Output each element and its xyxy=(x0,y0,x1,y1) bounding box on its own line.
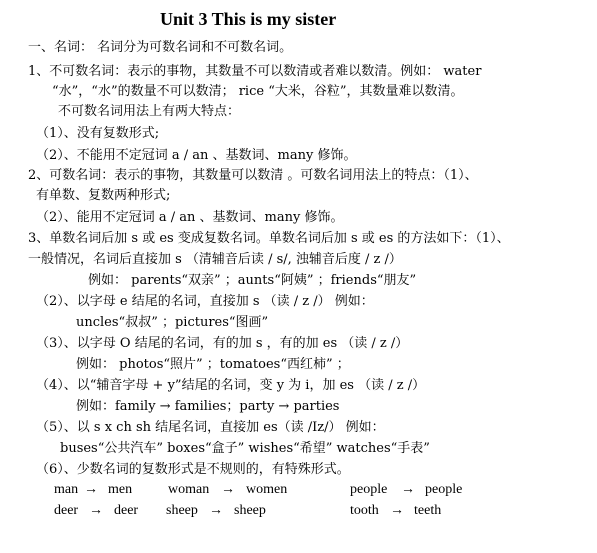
plural-rule-1: 一般情况，名词后直接加 s （清辅音后读 / s/, 浊辅音后度 / z /） xyxy=(28,252,402,267)
irregular-plural: deer xyxy=(114,503,139,518)
countable-feature-1: 有单数、复数两种形式; xyxy=(36,188,171,203)
arrow-icon: → xyxy=(84,482,98,497)
arrow-icon: → xyxy=(89,503,103,518)
plural-rule-4: （4）、以“辅音字母 + y”结尾的名词，变 y 为 i，加 es （读 / z /） xyxy=(36,378,426,393)
unit-title: Unit 3 This is my sister xyxy=(160,9,337,29)
plural-rule-5: （5）、以 s x ch sh 结尾名词，直接加 es（读 /Iz/） 例如： xyxy=(36,420,385,435)
plural-rule-5-example: buses“公共汽车” boxes“盒子” wishes“希望” watches“手表” xyxy=(60,441,430,456)
uncountable-feature-2: （2）、不能用不定冠词 a / an 、基数词、many 修饰。 xyxy=(36,148,357,163)
irregular-singular: woman xyxy=(168,482,210,497)
arrow-icon: → xyxy=(209,503,223,518)
plural-rule-3-example: 例如： photos“照片” ；tomatoes“西红柿” ； xyxy=(76,357,350,372)
irregular-plural: women xyxy=(246,482,288,497)
arrow-icon: → xyxy=(221,482,235,497)
irregular-plural: sheep xyxy=(234,503,266,518)
irregular-singular: man xyxy=(54,482,79,497)
uncountable-definition: 1、不可数名词：表示的事物，其数量不可以数清或者难以数清。例如： water xyxy=(28,64,482,79)
plural-rule-2: （2）、以字母 e 结尾的名词，直接加 s （读 / z /） 例如： xyxy=(36,294,374,309)
plural-rule-4-example: 例如：family → families；party → parties xyxy=(76,399,340,414)
uncountable-example: “水”，“水”的数量不可以数清； rice “大米，谷粒”，其数量难以数清。 xyxy=(52,84,464,99)
irregular-singular: sheep xyxy=(166,503,198,518)
irregular-singular: deer xyxy=(54,503,79,518)
irregular-plural: men xyxy=(108,482,133,497)
noun-heading: 一、名词： 名词分为可数名词和不可数名词。 xyxy=(28,40,293,55)
countable-feature-2: （2）、能用不定冠词 a / an 、基数词、many 修饰。 xyxy=(36,210,344,225)
uncountable-feature-1: （1）、没有复数形式; xyxy=(36,126,160,141)
plural-rule-2-example: uncles“叔叔” ；pictures“图画” xyxy=(76,315,269,330)
irregular-singular: people xyxy=(350,482,388,497)
plural-rule-1-example: 例如： parents“双亲” ；aunts“阿姨” ；friends“朋友” xyxy=(88,273,417,288)
arrow-icon: → xyxy=(390,503,404,518)
irregular-plural: people xyxy=(425,482,463,497)
irregular-plural: teeth xyxy=(414,503,442,518)
plural-rule-3: （3）、以字母 O 结尾的名词，有的加 s ，有的加 es （读 / z /） xyxy=(36,336,409,351)
irregular-singular: tooth xyxy=(350,503,379,518)
uncountable-features-intro: 不可数名词用法上有两大特点： xyxy=(58,104,241,119)
plural-rules-intro: 3、单数名词后加 s 或 es 变成复数名词。单数名词后加 s 或 es 的方法如下：（1）、 xyxy=(28,231,510,246)
plural-rule-6: （6）、少数名词的复数形式是不规则的，有特殊形式。 xyxy=(36,462,350,477)
arrow-icon: → xyxy=(401,482,415,497)
countable-definition: 2、可数名词：表示的事物，其数量可以数清 。可数名词用法上的特点：（1）、 xyxy=(28,168,478,183)
